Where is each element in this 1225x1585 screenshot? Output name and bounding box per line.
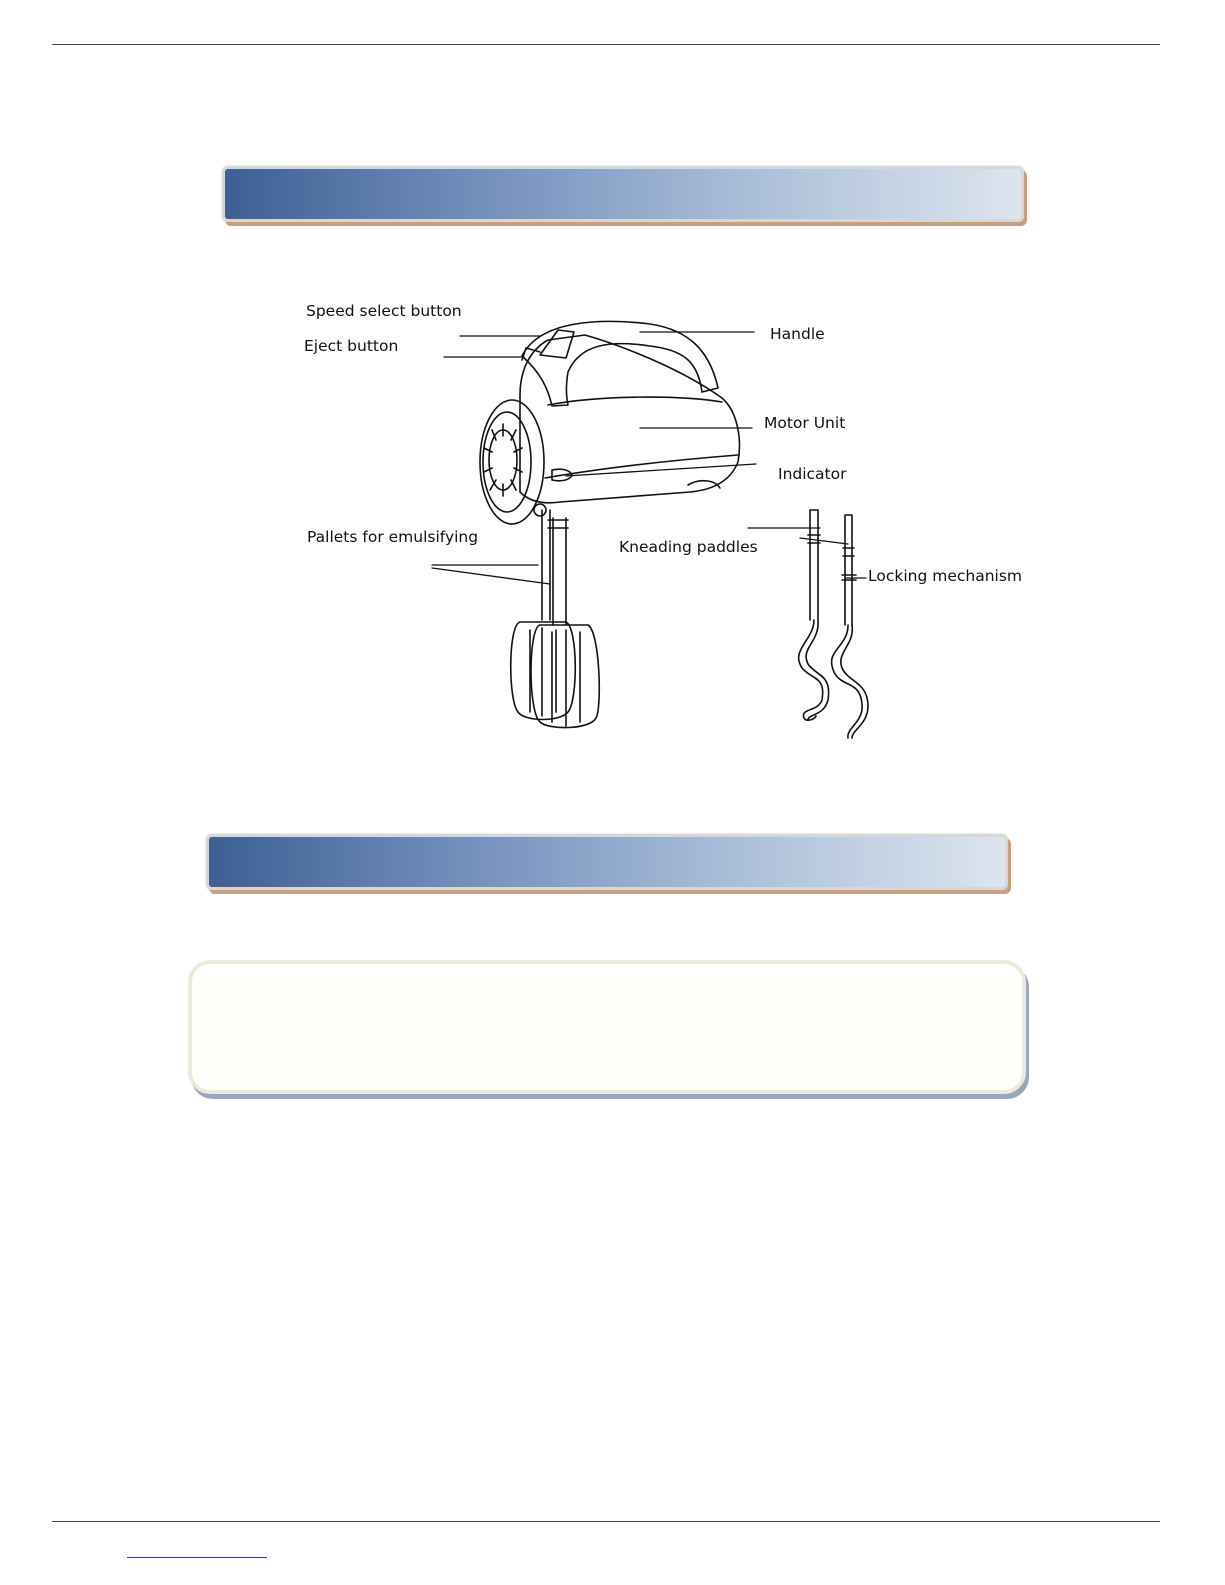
label-handle: Handle bbox=[770, 325, 825, 343]
beaters-drawing bbox=[511, 510, 600, 728]
motor-unit-drawing bbox=[520, 335, 739, 503]
label-eject: Eject button bbox=[304, 337, 399, 355]
handle-drawing bbox=[522, 321, 718, 406]
section-banner-bottom bbox=[206, 834, 1008, 890]
label-locking: Locking mechanism bbox=[868, 567, 1023, 585]
footer-link[interactable] bbox=[127, 1557, 267, 1558]
label-speed-select: Speed select button bbox=[306, 302, 462, 320]
vent-disk-drawing bbox=[480, 400, 546, 524]
label-motor-unit: Motor Unit bbox=[764, 414, 846, 432]
label-pallets: Pallets for emulsifying bbox=[307, 528, 479, 546]
kneading-paddles-drawing bbox=[799, 510, 868, 738]
label-indicator: Indicator bbox=[778, 465, 847, 483]
note-box bbox=[188, 960, 1026, 1094]
label-kneading: Kneading paddles bbox=[619, 538, 758, 556]
footer-rule bbox=[52, 1521, 1160, 1522]
